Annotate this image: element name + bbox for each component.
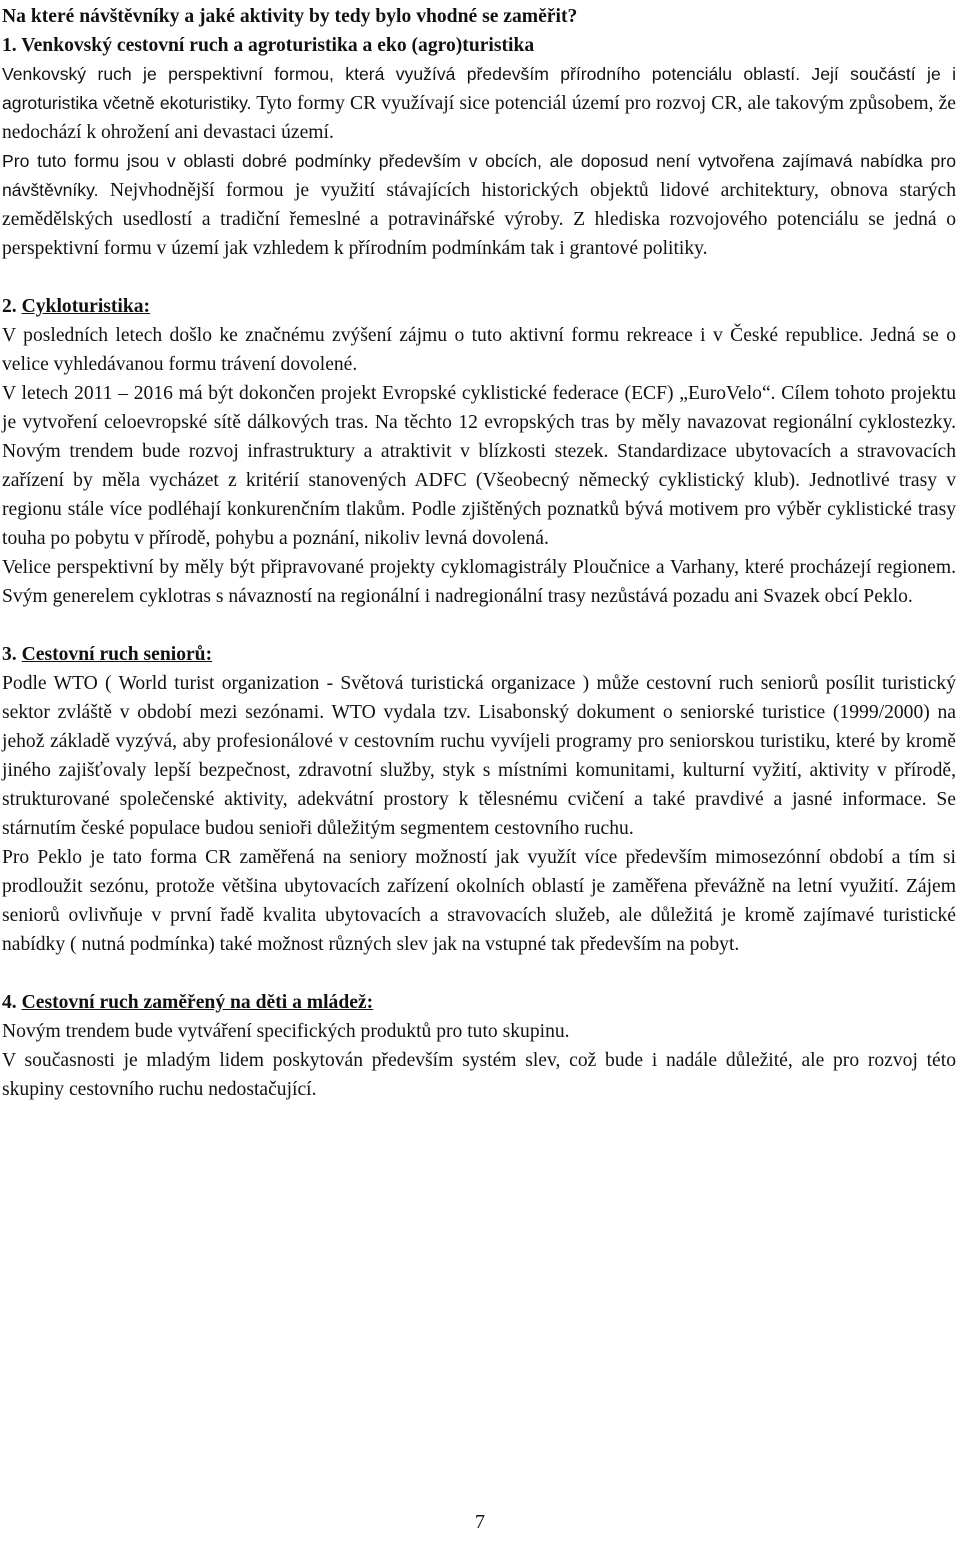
section-4-title: Cestovní ruch zaměřený na děti a mládež: bbox=[21, 992, 374, 1013]
section-1-paragraph-1-serif: Tyto formy CR využívají sice potenciál území pro rozvoj CR, ale takovým způsobem, že nedochází k ohrožení ani devastaci území. bbox=[2, 93, 956, 143]
section-3-number: 3. bbox=[2, 644, 17, 665]
section-2-paragraph-1: V posledních letech došlo ke značnému zvýšení zájmu o tuto aktivní formu rekreace i v České republice. Jedná se o velice vyhledávanou formu trávení dovolené. bbox=[2, 325, 956, 375]
section-4-paragraph-2: V současnosti je mladým lidem poskytován především systém slev, což bude i nadále důležité, ale pro rozvoj této skupiny cestovního ruchu nedostačující. bbox=[2, 1050, 956, 1100]
section-2-paragraph-2: V letech 2011 – 2016 má být dokončen projekt Evropské cyklistické federace (ECF) „EuroVelo“. Cílem tohoto projektu je vytvoření celoevropské sítě dálkových tras. Na těchto 12 evropských tras by měly navazovat regionální cyklostezky. Novým trendem bude rozvoj infrastruktury a atraktivit v blízkosti stezek. Standardizace ubytovacích a stravovacích zařízení by měla vycházet z kritérií stanovených ADFC (Všeobecný německý cyklistický klub). Jednotlivé trasy v regionu stále více podléhají konkurenčním tlakům. Podle zjištěných poznatků bývá motivem pro výběr cyklistické trasy touha po pobytu v přírodě, pohybu a poznání, nikoliv levná dovolená. bbox=[2, 383, 956, 549]
section-2-title: Cykloturistika: bbox=[21, 296, 151, 317]
section-1-paragraph-2-sans: Pro tuto formu jsou v oblasti dobré podmínky především v obcích, ale doposud není vytvořena zajímavá nabídka pro návštěvníky. bbox=[2, 151, 956, 200]
section-3-title: Cestovní ruch seniorů: bbox=[21, 644, 213, 665]
intro-question: Na které návštěvníky a jaké aktivity by tedy bylo vhodné se zaměřit? bbox=[2, 6, 578, 27]
section-4-heading bbox=[2, 988, 956, 1017]
document-body bbox=[2, 2, 956, 1104]
section-2-number: 2. bbox=[2, 296, 17, 317]
section-3-heading bbox=[2, 640, 956, 669]
spacer bbox=[2, 959, 956, 988]
section-3-paragraph-2: Pro Peklo je tato forma CR zaměřená na seniory možností jak využít více především mimosezónní období a tím si prodloužit sezónu, protože většina ubytovacích zařízení okolních oblastí je zaměřena převážně na letní využití. Zájem seniorů ovlivňuje v první řadě kvalita ubytovacích a stravovacích služeb, ale důležitá je kromě zajímavé turistické nabídky ( nutná podmínka) také možnost různých slev jak na vstupné tak především na pobyt. bbox=[2, 847, 956, 955]
spacer bbox=[2, 611, 956, 640]
page-number: 7 bbox=[475, 1511, 485, 1533]
section-1-paragraph-2 bbox=[2, 147, 956, 263]
section-1-heading bbox=[2, 31, 956, 60]
section-3-paragraph-1: Podle WTO ( World turist organization - Světová turistická organizace ) může cestovní ruch seniorů posílit turistický sektor zvláště v období mezi sezónami. WTO vydala tzv. Lisabonský dokument o seniorské turistice (1999/2000) na jehož základě vyzývá, aby profesionálové v cestovním ruchu vyvíjeli programy pro seniorskou turistiku, které by kromě jiného zajišťovaly lepší bezpečnost, zdravotní služby, styk s místními komunitami, kulturní vyžití, aktivity v přírodě, strukturované společenské aktivity, adekvátní prostory k tělesnému cvičení a také pravdivé a jasné informace. Se stárnutím české populace budou senioři důležitým segmentem cestovního ruchu. bbox=[2, 673, 956, 839]
section-1-number: 1. bbox=[2, 35, 17, 56]
section-1-paragraph-1 bbox=[2, 60, 956, 147]
section-1-title: Venkovský cestovní ruch a agroturistika a eko (agro)turistika bbox=[21, 35, 535, 56]
section-2-heading bbox=[2, 292, 956, 321]
section-2-paragraph-3: Velice perspektivní by měly být připravované projekty cyklomagistrály Ploučnice a Varhany, které procházejí regionem. Svým generelem cyklotras s návazností na regionální i nadregionální trasy nezůstává pozadu ani Svazek obcí Peklo. bbox=[2, 557, 956, 607]
spacer bbox=[2, 263, 956, 292]
section-1-paragraph-1-sans: Venkovský ruch je perspektivní formou, která využívá především přírodního potenciálu oblastí. Její součástí je i agroturistika včetně ekoturistiky. bbox=[2, 64, 956, 113]
section-4-paragraph-1: Novým trendem bude vytváření specifických produktů pro tuto skupinu. bbox=[2, 1021, 570, 1042]
section-4-number: 4. bbox=[2, 992, 17, 1013]
section-1-paragraph-2-serif: Nejvhodnější formou je využití stávajících historických objektů lidové architektury, obnova starých zemědělských usedlostí a tradiční řemeslné a potravinářské výroby. Z hlediska rozvojového potenciálu se jedná o perspektivní formu v území jak vzhledem k přírodním podmínkám tak i grantové politiky. bbox=[2, 180, 957, 259]
